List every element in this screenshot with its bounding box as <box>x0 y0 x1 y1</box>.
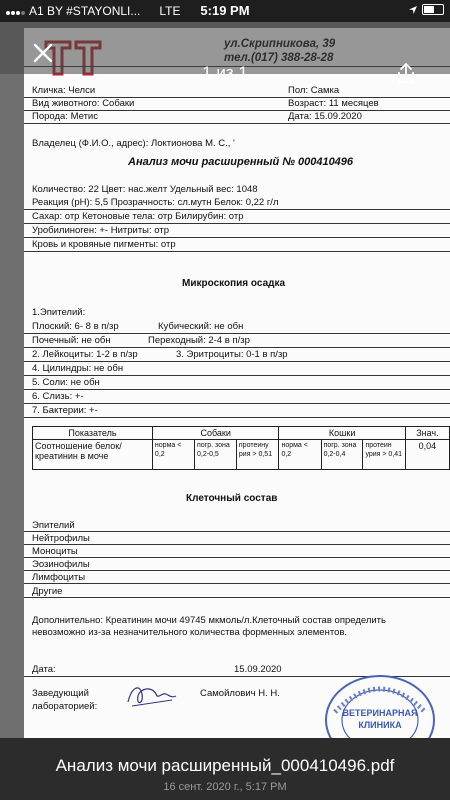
patient-nickname: Кличка: Челси <box>32 85 96 96</box>
viewer-bottom-bar <box>0 738 450 800</box>
status-bar <box>0 0 450 22</box>
footer-date-label: Дата: <box>32 664 56 675</box>
stamp-line-2: КЛИНИКА <box>358 720 402 730</box>
cell-row: Другие <box>32 586 63 597</box>
cat-grey-zone: погр. зона 0,2-0,4 <box>321 440 363 470</box>
patient-sex: Пол: Самка <box>288 85 340 96</box>
microscopy-title: Микроскопия осадка <box>182 278 286 289</box>
location-icon <box>408 5 418 15</box>
cubic-epithelium: Кубический: не обн <box>158 321 244 332</box>
additional-line-2: невозможно из-за незначительного количества форменных элементов. <box>32 627 348 638</box>
head-label-2: лабораторией: <box>32 701 98 712</box>
epithelium-label: 1.Эпителий: <box>32 307 86 318</box>
renal-epithelium: Почечный: не обн <box>32 335 111 346</box>
share-icon[interactable] <box>396 62 416 84</box>
general-row-2: Реакция (pH): 5,5 Прозрачность: сл.мутн Белок: 0,22 г/л <box>32 197 279 208</box>
head-name: Самойлович Н. Н. <box>200 688 280 699</box>
network-type: LTE <box>159 4 181 18</box>
patient-age: Возраст: 11 месяцев <box>288 98 379 109</box>
page-counter: 1 из 1 <box>202 63 248 82</box>
leukocytes: 2. Лейкоциты: 1-2 в п/зр <box>32 349 138 360</box>
cells-title: Клеточный состав <box>186 493 278 504</box>
general-row-3: Сахар: отр Кетоновые тела: отр Билирубин: отр <box>32 211 244 222</box>
mucus: 6. Слизь: +- <box>32 391 84 402</box>
general-row-4: Уробилиноген: +- Нитриты: отр <box>32 225 169 236</box>
cylinders: 4. Цилиндры: не обн <box>32 363 124 374</box>
dog-norm: норма < 0,2 <box>152 440 194 470</box>
salts: 5. Соли: не обн <box>32 377 100 388</box>
additional-line-1: Дополнительно: Креатинин мочи 49745 мкмоль/л.Клеточный состав определить <box>32 615 386 626</box>
col-indicator: Показатель <box>33 427 153 440</box>
cell-row: Эпителий <box>32 520 75 531</box>
patient-breed: Порода: Метис <box>32 111 98 122</box>
pdf-page[interactable] <box>24 28 450 768</box>
transitional-epithelium: Переходный: 2-4 в п/зр <box>148 335 250 346</box>
footer-date-value: 15.09.2020 <box>234 664 282 675</box>
erythrocytes: 3. Эритроциты: 0-1 в п/зр <box>176 349 288 360</box>
file-name: Анализ мочи расширенный_000410496.pdf <box>55 756 395 775</box>
carrier: A1 BY #STAYONLI... <box>29 4 141 18</box>
patient-species: Вид животного: Собаки <box>32 98 135 109</box>
cell-row: Лимфоциты <box>32 572 86 583</box>
col-dogs: Собаки <box>152 427 279 440</box>
flat-epithelium: Плоский: 6- 8 в п/зр <box>32 321 119 332</box>
cat-proteinuria: протеин урия > 0,41 <box>363 440 405 470</box>
signature-icon <box>122 678 180 712</box>
head-label-1: Заведующий <box>32 688 89 699</box>
ratio-value: 0,04 <box>405 440 449 470</box>
owner: Владелец (Ф.И.О., адрес): Локтионова М. С., ' <box>32 138 235 149</box>
patient-date: Дата: 15.09.2020 <box>288 111 362 122</box>
cell-row: Моноциты <box>32 546 78 557</box>
stamp-line-1: ВЕТЕРИНАРНАЯ <box>342 708 418 718</box>
ratio-row-name: Соотношение белок/креатинин в моче <box>33 440 153 470</box>
clock: 5:19 PM <box>200 3 250 18</box>
cell-row: Эозинофилы <box>32 559 90 570</box>
col-value: Знач. <box>405 427 449 440</box>
dog-grey-zone: погр. зона 0,2-0,5 <box>195 440 237 470</box>
general-row-1: Количество: 22 Цвет: нас.желт Удельный вес: 1048 <box>32 184 258 195</box>
analysis-title: Анализ мочи расширенный № 000410496 <box>128 156 354 168</box>
cell-row: Нейтрофилы <box>32 533 90 544</box>
dog-proteinuria: протеину рия > 0,51 <box>236 440 279 470</box>
general-row-5: Кровь и кровяные пигменты: отр <box>32 239 176 250</box>
bacteria: 7. Бактерии: +- <box>32 405 98 416</box>
protein-creatinine-table <box>32 426 450 470</box>
col-cats: Кошки <box>279 427 405 440</box>
file-date: 16 сент. 2020 г., 5:17 PM <box>163 781 287 793</box>
battery-icon <box>422 4 444 15</box>
cat-norm: норма < 0,2 <box>279 440 321 470</box>
